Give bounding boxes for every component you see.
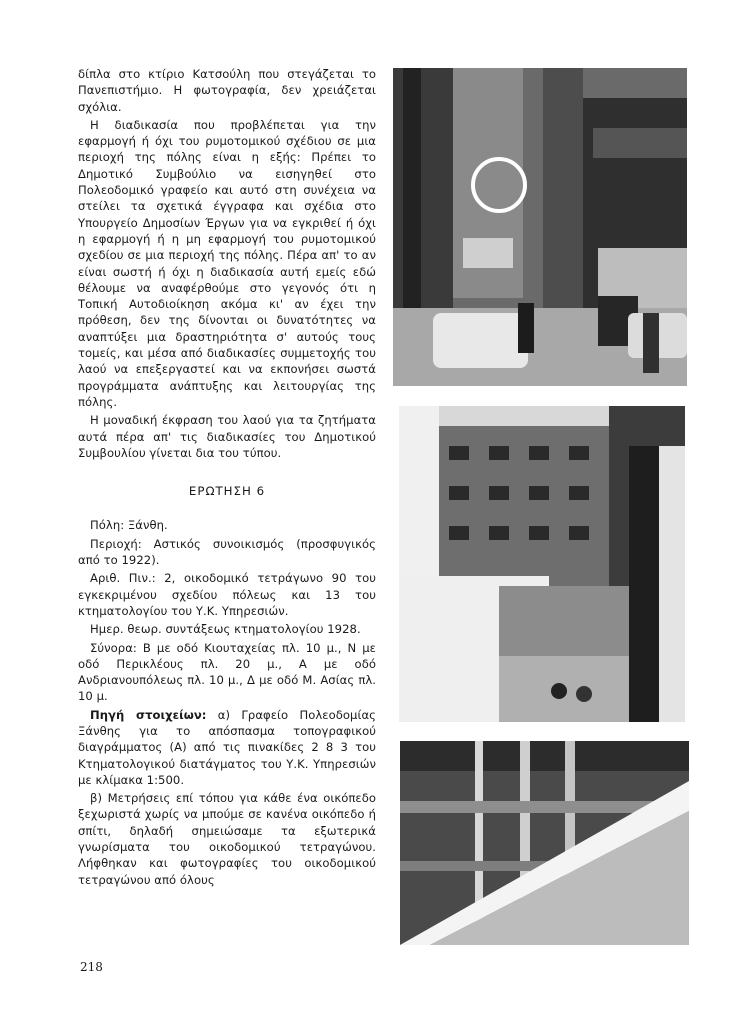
section-heading: ΕΡΩΤΗΣΗ 6 bbox=[188, 484, 266, 499]
paragraph-3: Η μοναδική έκφραση του λαού για τα ζητήματα αυτά πέρα απ' τις διαδικασίες του Δημοτικού Συμβουλίου γίνεται δια του τύπου. bbox=[78, 413, 376, 460]
text-column bbox=[78, 66, 376, 888]
page-number: 218 bbox=[80, 960, 103, 974]
field-area: Περιοχή: Αστικός συνοικισμός (προσφυγικός από το 1922). bbox=[78, 536, 376, 568]
source-label: Πηγή στοιχείων: bbox=[90, 707, 207, 722]
paragraph-2: Η διαδικασία που προβλέπεται για την εφαρμογή ή όχι του ρυμοτομικού σχέδιου σε μια περιοχή της πόλης είναι η εξής: Πρέπει το Δημοτικό Συμβούλιο να εισηγηθεί στο Πολεοδομικό γραφείο και αυτό στη συνέχεια να στείλει τα σχετικά έγγραφα και σχέδια στο Υπουργείο Δημοσίων Έργων για να εγκριθεί ή όχι η εφαρμογή ή η μη εφαρμογή του ρυμοτομικού σχεδίου σε μια περιοχή της πόλης. Πέρα απ' το αν είναι σωστή ή όχι η διαδικασία αυτή εμείς εδώ θέλουμε να αναφέρθούμε στο γεγονός ότι η Τοπική Αυτοδιοίκηση ακόμα κι' αν έχει την πρόθεση, δεν της δίνονται οι δυνατότητες να αναπτύξει μια δραστηριότητα σ' αυτούς τους τομείς, και μέσα από διαδικασίες συμμετοχής του λαού να επεξεργαστεί και να εκπονήσει σωστά προγράμματα ανάπτυξης και λειτουργίας της πόλης. bbox=[78, 117, 376, 409]
field-source-b: β) Μετρήσεις επί τόπου για κάθε ένα οικόπεδο ξεχωριστά χωρίς να μπούμε σε κανένα οικόπεδο ή σπίτι, δηλαδή σημειώσαμε τα εξωτερικά γνωρίσματα του οικοδομικού τετραγώνου. Λήφθηκαν και φωτογραφίες του οικοδομικού τετραγώνου από όλους bbox=[78, 791, 376, 887]
photo-street-scene bbox=[393, 68, 687, 386]
field-table-number: Αριθ. Πιν.: 2, οικοδομικό τετράγωνο 90 του εγκεκριμένου σχεδίου πόλεως και 13 του κτηματολογίου του Υ.Κ. Υπηρεσιών. bbox=[78, 571, 376, 618]
field-boundaries: Σύνορα: Β με οδό Κιουταχείας πλ. 10 μ., Ν με οδό Περικλέους πλ. 20 μ., Α με οδό Ανδριανουπόλεως πλ. 10 μ., Δ με οδό Μ. Ασίας πλ. 10 μ. bbox=[78, 640, 376, 704]
source-text-a: α) Γραφείο Πολεοδομίας Ξάνθης για το απόσπασμα τοπογραφικού διαγράμματος (Α) από τις πινακίδες 2 8 3 του Κτηματολογικού διατάγματος του Υ.Κ. Υπηρεσιών με κλίμακα 1:500. bbox=[78, 707, 376, 787]
photo-apartment-building bbox=[399, 406, 685, 722]
field-city: Πόλη: Ξάνθη. bbox=[90, 518, 168, 533]
field-source bbox=[78, 707, 376, 788]
photo-building-facade bbox=[400, 741, 689, 945]
paragraph-1: δίπλα στο κτίριο Κατσούλη που στεγάζεται το Πανεπιστήμιο. Η φωτογραφία, δεν χρειάζεται σχόλια. bbox=[78, 67, 376, 114]
field-cadastre-date: Ημερ. θεωρ. συντάξεως κτηματολογίου 1928. bbox=[90, 622, 361, 637]
